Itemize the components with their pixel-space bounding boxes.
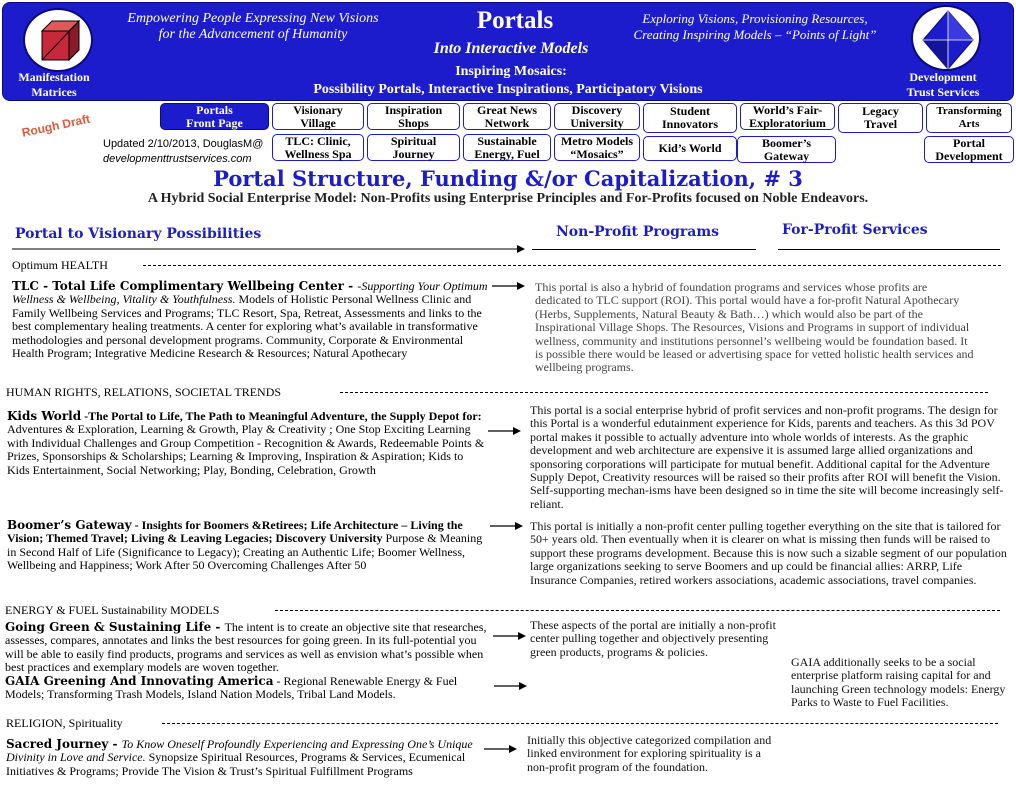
nav-inspiration-shops[interactable]: Inspiration Shops xyxy=(367,103,460,130)
development-trust-logo[interactable] xyxy=(911,5,981,71)
sacred-nonprofit-text: Initially this objective categorized compilation and linked environment for exploring spirituality is a non-profit program of the foundation. xyxy=(527,733,772,774)
nav-transforming-arts[interactable]: Transforming Arts xyxy=(926,103,1012,133)
section-heading-religion: RELIGION, Spirituality xyxy=(6,716,123,730)
nav-discovery-university[interactable]: Discovery University xyxy=(554,103,640,130)
boomers-block xyxy=(7,519,489,573)
gaia-block xyxy=(5,675,493,702)
tagline-right-line2: Creating Inspiring Models – “Points of Light” xyxy=(633,27,877,42)
nav-legacy-travel[interactable]: Legacy Travel xyxy=(838,103,923,133)
rough-draft-stamp: Rough Draft xyxy=(20,111,92,140)
manifestation-logo[interactable] xyxy=(23,8,93,72)
tagline-right-line1: Exploring Visions, Provisioning Resources, xyxy=(642,11,868,26)
tagline-left-line1: Empowering People Expressing New Visions xyxy=(127,11,379,26)
kids-bold: -The Portal to Life, The Path to Meaningful Adventure, the Supply Depot for: xyxy=(81,409,482,423)
right-label-line2: Trust Services xyxy=(906,85,980,99)
nav-student-innovators[interactable]: Student Innovators xyxy=(643,103,737,133)
column-heading-nonprofit: Non-Profit Programs xyxy=(556,224,720,240)
green-body: The intent is to create an objective site that researches, assesses, compares, annotates and links the best resources for going green. In its full-potential you will be able to easily find products, programs and services as well as envision what’s possible when best practices and exemplary models are woven together. xyxy=(5,620,487,675)
nav-portal-development[interactable]: Portal Development xyxy=(924,136,1014,163)
nav-portals-front-page[interactable]: Portals Front Page xyxy=(160,103,269,130)
header-banner xyxy=(2,2,1014,101)
section-divider xyxy=(275,610,1000,611)
tagline-left xyxy=(103,11,403,43)
section-heading-human-rights: HUMAN RIGHTS, RELATIONS, SOCIETAL TRENDS xyxy=(6,385,282,399)
development-trust-label xyxy=(883,70,1003,100)
forprofit-rule xyxy=(778,249,1000,250)
arrow-icon xyxy=(493,630,527,642)
nav-great-news-network[interactable]: Great News Network xyxy=(463,103,551,130)
column-heading-visionary: Portal to Visionary Possibilities xyxy=(15,226,262,242)
sacred-lead: Sacred Journey - xyxy=(6,737,122,751)
green-nonprofit-text: These aspects of the portal are initially a non-profit center pulling together and objectively presenting green products, programs & policies. xyxy=(530,618,776,659)
section-heading-health: Optimum HEALTH xyxy=(12,258,108,272)
arrow-icon xyxy=(484,743,518,755)
kids-lead: Kids World xyxy=(7,409,82,423)
page-subtitle: A Hybrid Social Enterprise Model: Non-Profits using Enterprise Principles and For-Profits focused on Noble Endeavors. xyxy=(147,191,869,206)
nav-sustainable-energy[interactable]: Sustainable Energy, Fuel xyxy=(463,134,551,161)
nav-boomers-gateway[interactable]: Boomer’s Gateway xyxy=(737,136,836,163)
page-title: Portal Structure, Funding &/or Capitalization, # 3 xyxy=(213,166,803,191)
boomers-lead: Boomer’s Gateway xyxy=(7,518,132,532)
boomers-body: Purpose & Meaning in Second Half of Life (Significance to Legacy); Creating an Authentic Life; Boomer Wellness, Wellbeing and Happiness; Work After 50 Overcoming Challenges After 50 xyxy=(7,531,483,573)
nav-metro-models[interactable]: Metro Models “Mosaics” xyxy=(554,134,640,161)
arrow-icon xyxy=(494,680,528,692)
sacred-italic: To Know Oneself Profoundly Experiencing and Expressing One’s Unique Divinity in Love and Service. xyxy=(6,737,473,765)
green-lead: Going Green & Sustaining Life - xyxy=(5,620,225,634)
visionary-arrow xyxy=(12,243,527,255)
tlc-lead: TLC - Total Life Complimentary Wellbeing Center - xyxy=(12,279,358,293)
nav-visionary-village[interactable]: Visionary Village xyxy=(272,103,364,130)
tagline-left-line2: for the Advancement of Humanity xyxy=(158,27,348,42)
banner-mosaics: Inspiring Mosaics: xyxy=(455,64,567,79)
left-label-line2: Matrices xyxy=(31,85,77,99)
nav-spiritual-journey[interactable]: Spiritual Journey xyxy=(367,134,460,161)
tagline-right xyxy=(615,11,895,43)
boomers-bold: - Insights for Boomers &Retirees; Life Architecture – Living the Vision; Themed Travel; Living & Leaving Legacies; Discovery University xyxy=(7,518,463,546)
gaia-body: - Regional Renewable Energy & Fuel Models; Transforming Trash Models, Island Nation Models, Tribal Land Models. xyxy=(5,674,458,702)
tlc-body: Models of Holistic Personal Wellness Clinic and Family Wellbeing Services and Programs; TLC Resort, Spa, Retreat, Assessments and links to the best complementary healing treatments. A center for exploring what’s available in transformative methodologies and personal development programs. Community, Corporate & Environmental Health Program; Integrative Medicine Research & Resources; Natural Apothecary xyxy=(12,292,482,361)
diamond-icon xyxy=(913,7,983,73)
section-divider xyxy=(143,265,1001,266)
boomers-nonprofit-text: This portal is initially a non-profit center pulling together everything on the site that is tailored for 50+ years old. Then eventually when it is clearer on what is missing then funds will be raised to support these programs development. Because this is now such a sizable segment of our population large organizations seeking to serve Boomers and up could be financial allies: ARRP, Life Insurance Companies, retired workers associations, academic associations, travel companies. xyxy=(530,519,1007,587)
banner-subtitle: Into Interactive Models xyxy=(433,40,589,57)
nonprofit-rule xyxy=(532,249,756,250)
gaia-forprofit-text: GAIA additionally seeks to be a social enterprise platform raising capital for and launching Green technology models: Energy Parks to Waste to Fuel Facilities. xyxy=(791,655,1006,710)
section-divider xyxy=(340,392,988,393)
sacred-journey-block xyxy=(6,738,484,778)
kids-body: Adventures & Exploration, Learning & Growth, Play & Creativity ; One Stop Exciting Learning with Individual Challenges and Group Competition - Recognition & Awards, Redeemable Points & Prizes, Sponsorships & Scholarships; Learning & Improving, Inspiration & Aspiration; Kids to Kids Entertainment, Social Networking; Play, Bonding, Celebration, Growth xyxy=(7,422,485,477)
right-label-line1: Development xyxy=(909,70,977,84)
nav-kids-world[interactable]: Kid’s World xyxy=(643,136,737,161)
nav-tlc-clinic[interactable]: TLC: Clinic, Wellness Spa xyxy=(272,134,364,161)
banner-possibility: Possibility Portals, Interactive Inspirations, Participatory Visions xyxy=(313,82,703,97)
updated-line2: developmenttrustservices.com xyxy=(103,153,252,165)
tlc-italic: -Supporting Your Optimum Wellness & Wellbeing, Vitality & Youthfulness. xyxy=(12,279,488,307)
updated-line1: Updated 2/10/2013, DouglasM@ xyxy=(103,138,264,150)
section-divider xyxy=(162,723,998,724)
column-heading-forprofit: For-Profit Services xyxy=(782,222,928,238)
manifestation-matrices-label xyxy=(5,70,103,100)
tlc-nonprofit-text: This portal is also a hybrid of foundation programs and services whose profits are dedicated to TLC support (ROI). This portal would have a for-profit Natural Apothecary (Herbs, Supplements, Natural Beauty & Bath…) which would also be part of the Inspirational Village Shops. The Resources, Visions and Programs in support of individual wellness, community and institutions personnel’s wellbeing would be foundation based. It is possible there would be leased or advertising space for vetted holistic health services and wellbeing programs. xyxy=(535,280,974,375)
nav-worlds-fair[interactable]: World’s Fair- Exploratorium xyxy=(740,103,835,130)
arrow-icon xyxy=(490,520,524,532)
updated-note xyxy=(103,137,273,167)
gaia-lead: GAIA Greening And Innovating America xyxy=(5,674,274,688)
section-heading-energy: ENERGY & FUEL Sustainability MODELS xyxy=(5,603,220,617)
kids-nonprofit-text: This portal is a social enterprise hybrid of profit services and non-profit programs. The design for this Portal is a wonderful edutainment experience for Kids, parents and teachers. As this 3d POV portal makes it possible to actually adventure into whole worlds of interests. As the graphic development and web architecture are expensive it is assumed large allied organizations and sponsoring corporations will participate for mutual benefit. Additional capital for the Adventure Supply Depot, Creativity resources will be raised so their profits after ROI will benefit the Vision. Self-supporting mechan-isms have been designed so in time the site will become increasingly self-reliant. xyxy=(530,403,1004,511)
arrow-icon xyxy=(488,425,522,437)
sacred-body: Synopsize Spiritual Resources, Programs & Services, Ecumenical Initiatives & Programs; Provide The Vision & Trust’s Spiritual Fulfillment Programs xyxy=(6,750,466,778)
kids-world-block xyxy=(7,410,487,477)
tlc-block xyxy=(12,280,496,360)
going-green-block xyxy=(5,621,490,675)
arrow-icon xyxy=(492,280,526,292)
cube-icon xyxy=(25,10,95,74)
banner-title: Portals xyxy=(476,7,554,34)
left-label-line1: Manifestation xyxy=(18,70,90,84)
